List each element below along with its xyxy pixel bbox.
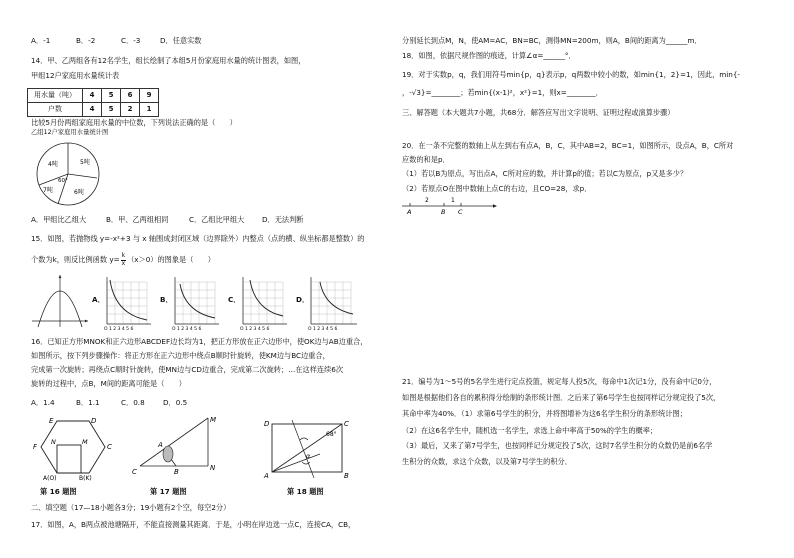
q20-text-line1: 20．在一条不完整的数轴上从左到右有点A，B，C，其中AB=2，BC=1，如图所示，设点A，B，C所对 [402,141,734,150]
table-row [28,89,159,103]
parabola-figure [30,271,90,329]
table-cell: 4 [83,103,102,117]
q15-fraction-denominator: x [121,259,126,267]
q16-option-d: D．0.5 [163,398,188,407]
hexagon-shape [41,421,105,473]
svg-text:O 1 2 3 4 5 6: O 1 2 3 4 5 6 [104,327,134,332]
svg-text:O 1 2 3 4 5 6: O 1 2 3 4 5 6 [240,327,270,332]
label-n: N [51,438,56,446]
axis-arrow [59,275,62,278]
q13-option-a: A．-1 [31,36,51,45]
label-a: A [407,208,412,216]
q20-subquestion-2: （2）若原点O在图中数轴上点C的右边，且CO=28，求p． [402,184,592,193]
water-usage-table [27,88,159,117]
q21-text-line6: 生积分的众数，求这个众数，以及第7号学生的积分． [402,457,572,466]
q13-option-b: B．-2 [76,36,96,45]
q14-text-line2: 比较5月份两组家庭用水量的中位数，下列说法正确的是（ ） [31,118,237,127]
construction-line [292,420,314,478]
label-b: B [441,208,446,216]
fig16-caption: 第 16 题图 [40,487,77,496]
q15-text-part1: 个数为k，则反比例函数 y= [31,255,120,264]
arc-mark [300,438,308,440]
label-f: F [33,443,38,451]
table-cell: 4 [83,89,102,103]
square-shape [57,445,81,473]
q15-text-line2 [31,253,215,267]
q15-text-line1: 15．如图，若抛物线 y=-x²+3 与 x 轴围成封闭区域（边界除外）内整点（点的横、纵坐标都是整数）的 [31,234,365,243]
option-d-graph [305,274,361,332]
q19-text-line1: 19．对于实数p，q，我们用符号min{p，q}表示p，q两数中较小的数，如min{1，2}=1，因此，min{- [402,70,741,79]
q15-option-c: C． [228,295,241,304]
q18-text: 18．如图，依据尺规作图的痕迹，计算∠α=______°． [402,51,576,60]
label-b: B(K) [79,475,92,482]
section-2-heading: 二、填空题（17—18小题各3分；19小题有2个空，每空2分） [31,503,231,512]
q21-text-line1: 21．编号为1～5号的5名学生进行定点投篮，规定每人投5次，每命中1次记1分，没有命中记0分， [402,377,717,386]
reciprocal-curve [180,284,215,318]
table-header-cell: 用水量（吨） [28,89,83,103]
q15-fraction [121,253,126,267]
label-a: A [158,441,163,449]
hexagon-figure [31,413,121,481]
pond-shape [163,446,173,462]
q14-text-line1: 14．甲、乙两组各有12名学生，组长绘制了本组5月份家庭用水量的统计图表，如图， [31,56,306,65]
label-e: E [49,417,54,425]
triangle-figure [130,414,220,476]
fig17-caption: 第 17 题图 [150,487,187,496]
label-c: C [344,420,349,428]
bisector-line [272,454,320,472]
option-a-graph [101,274,153,332]
q15-option-a: A． [92,295,105,304]
table-cell: 2 [121,103,140,117]
rectangle-figure [262,418,354,480]
q19-text-line2: ，-√3}=________；若min{(x-1)²，x²}=1，则x=________． [402,88,603,97]
table-cell: 9 [140,89,159,103]
q14-option-b: B．甲、乙两组相同 [106,215,169,224]
label-d: D [91,417,97,425]
q21-text-line5: （3）最后，又来了第7号学生，也按同样记分规定投了5次，这时7名学生积分的众数仍是前6名学 [402,441,713,450]
table-cell: 1 [140,103,159,117]
table-row [28,103,159,117]
table-header-cell: 户数 [28,103,83,117]
table-cell: 5 [102,89,121,103]
q16-text-line4: 旋转的过程中，点B，M间的距离可能是（ ） [31,379,186,388]
label-c: C [458,208,463,216]
label-alpha: α [306,452,311,460]
q13-option-d: D．任意实数 [160,36,202,45]
pie-chart-title: 乙组12户家庭用水量统计图 [31,129,109,136]
q15-text-part2: （x＞0）的图象是（ ） [127,255,215,264]
q21-text-line3: 其命中率为40%．（1）求第6号学生的积分，并将图增补为这6名学生积分的条形统计图； [402,409,687,418]
segment-cm [140,418,208,466]
section-3-heading: 三、解答题（本大题共7小题，共68分．解答应写出文字说明、证明过程或演算步骤） [402,108,675,117]
q16-option-b: B．1.1 [76,398,100,407]
number-line-arrow [493,204,497,207]
label-d: D [264,420,270,428]
pie-label-7t: 7吨 [43,187,53,194]
axis-arrow [85,320,88,323]
q14-option-a: A．甲组比乙组大 [31,215,87,224]
q20-text-line2: 应数的和是p． [402,155,450,164]
svg-text:O 1 2 3 4 5 6: O 1 2 3 4 5 6 [308,327,338,332]
q14-option-c: C．乙组比甲组大 [189,215,245,224]
q14-table-title: 甲组12户家庭用水量统计表 [31,71,120,80]
pie-label-5t: 5吨 [80,159,90,166]
label-b: B [174,468,179,476]
q20-subquestion-1: （1）若以B为原点，写出点A，C所对应的数，并计算p的值；若以C为原点，p又是多少？ [402,169,688,178]
label-a: A(O) [43,475,57,482]
option-c-graph [237,274,289,332]
label-c: C [107,443,112,451]
q16-text-line3: 完成第一次旋转；再绕点C顺时针旋转，使MN边与CD边重合，完成第二次旋转；…在这样连续6次 [31,365,344,374]
svg-text:O 1 2 3 4 5 6: O 1 2 3 4 5 6 [172,327,202,332]
q16-text-line2: 如图所示，按下列步骤操作：将正方形在正六边形中绕点B顺时针旋转，使KM边与BC边重合， [31,351,330,360]
q21-text-line2: 如图是根据他们各自的累积得分绘制的条形统计图．之后来了第6号学生也按同样记分规定投了5次， [402,393,721,402]
q13-option-c: C．-3 [121,36,141,45]
option-b-graph [169,274,221,332]
pie-label-4t: 4吨 [48,161,58,168]
pie-label-angle: 60° [58,178,68,184]
label-one: 1 [451,197,455,204]
label-m: M [210,416,217,424]
q14-option-d: D．无法判断 [262,215,304,224]
q16-text-line1: 16．已知正方形MNOK和正六边形ABCDEF边长均为1，把正方形放在正六边形中，使OK边与AB边重合， [31,337,368,346]
table-cell: 5 [102,103,121,117]
pie-label-6t: 6吨 [74,189,84,196]
label-two: 2 [425,197,429,204]
label-c: C [132,468,137,476]
pie-chart [30,138,106,210]
q16-option-a: A．1.4 [31,398,55,407]
q15-fraction-numerator: k [121,252,126,259]
fig18-caption: 第 18 题图 [287,487,324,496]
pie-divider [68,174,97,178]
q16-option-c: C．0.8 [121,398,145,407]
q15-option-b: B． [160,295,173,304]
label-m: M [82,438,88,446]
q17-text-line1: 17．如图，A，B两点被池塘隔开，不能直接测量其距离．于是，小明在岸边选一点C，连接CA，CB， [31,520,356,529]
q21-text-line4: （2）在这6名学生中，随机选一名学生，求选上命中率高于50%的学生的概率； [402,426,658,435]
table-cell: 6 [121,89,140,103]
label-b: B [344,472,349,480]
label-angle: 68° [326,431,337,438]
label-a: A [264,472,269,480]
q15-option-d: D． [296,295,310,304]
q17-text-line2: 分别延长到点M，N，使AM=AC，BN=BC，测得MN=200m，则A，B间的距离为______m． [402,36,702,45]
label-n: N [210,464,216,472]
number-line [400,196,500,216]
